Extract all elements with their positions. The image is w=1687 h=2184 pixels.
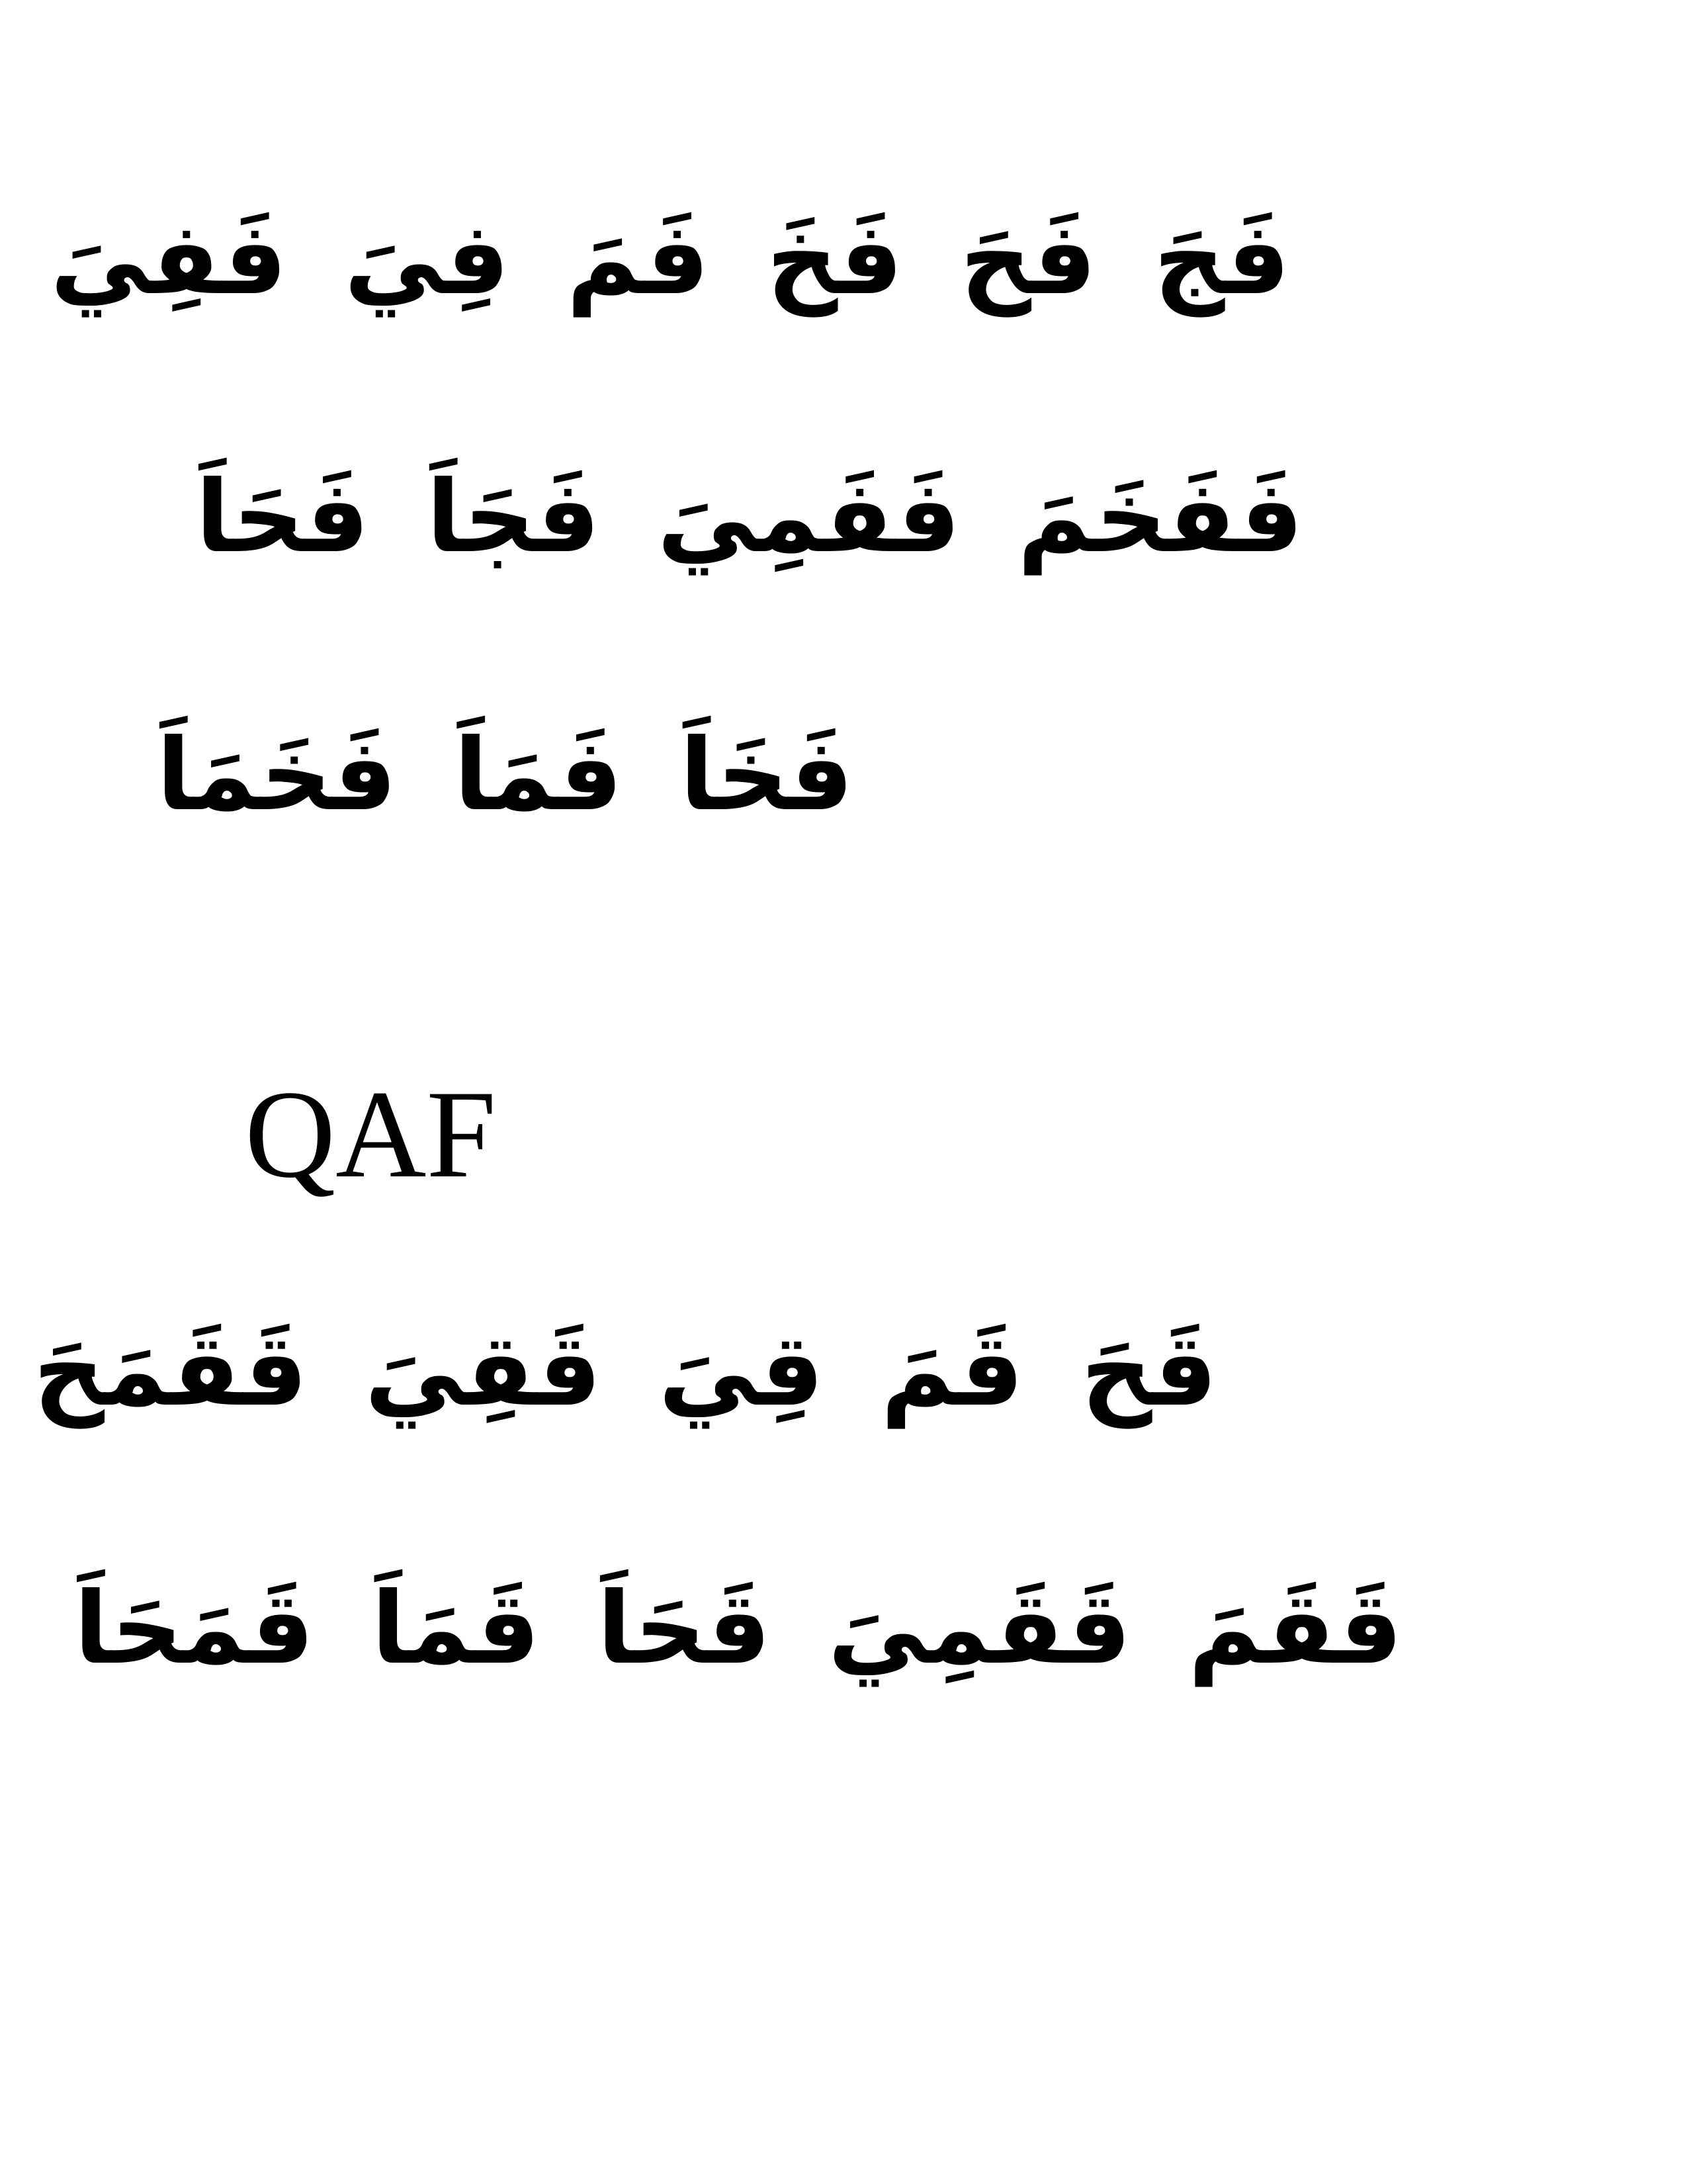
arabic-word: قَمَحَاَ bbox=[73, 1571, 314, 1686]
fa-practice-line-3 bbox=[134, 718, 853, 833]
arabic-word: فَمَاَ bbox=[454, 718, 623, 833]
qaf-practice-line-2 bbox=[52, 1571, 1403, 1686]
arabic-word: فَحَ bbox=[960, 202, 1097, 317]
arabic-word: فَفَمِيَ bbox=[657, 460, 961, 575]
arabic-word: فَفِيَ bbox=[50, 202, 287, 317]
qaf-practice-line-1 bbox=[11, 1313, 1217, 1428]
arabic-word: فَحَاَ bbox=[195, 460, 370, 575]
arabic-word: قَقِيَ bbox=[365, 1313, 602, 1428]
arabic-word: فَخَمَاَ bbox=[156, 718, 397, 833]
fa-practice-line-2 bbox=[173, 460, 1303, 575]
arabic-word: فَخَاَ bbox=[679, 718, 853, 833]
arabic-word: قَحَاَ bbox=[597, 1571, 771, 1686]
arabic-word: فَخَ bbox=[766, 202, 903, 317]
arabic-word: قَحَ bbox=[1080, 1313, 1217, 1428]
arabic-word: فَجَاَ bbox=[426, 460, 601, 575]
arabic-word: فَمَ bbox=[566, 202, 710, 317]
arabic-word: قَقَمِيَ bbox=[828, 1571, 1131, 1686]
arabic-word: قَمَاَ bbox=[371, 1571, 541, 1686]
arabic-word: فِيَ bbox=[344, 202, 510, 317]
arabic-word: فَجَ bbox=[1153, 202, 1290, 317]
section-heading-qaf: QAF bbox=[245, 1065, 497, 1204]
arabic-word: فَفَخَمَ bbox=[1017, 460, 1303, 575]
fa-practice-line-1 bbox=[28, 202, 1290, 317]
arabic-word: قِيَ bbox=[658, 1313, 824, 1428]
arabic-word: قَقَمَحَ bbox=[33, 1313, 308, 1428]
arabic-word: قَقَمَ bbox=[1188, 1571, 1403, 1686]
arabic-word: قَمَ bbox=[881, 1313, 1024, 1428]
